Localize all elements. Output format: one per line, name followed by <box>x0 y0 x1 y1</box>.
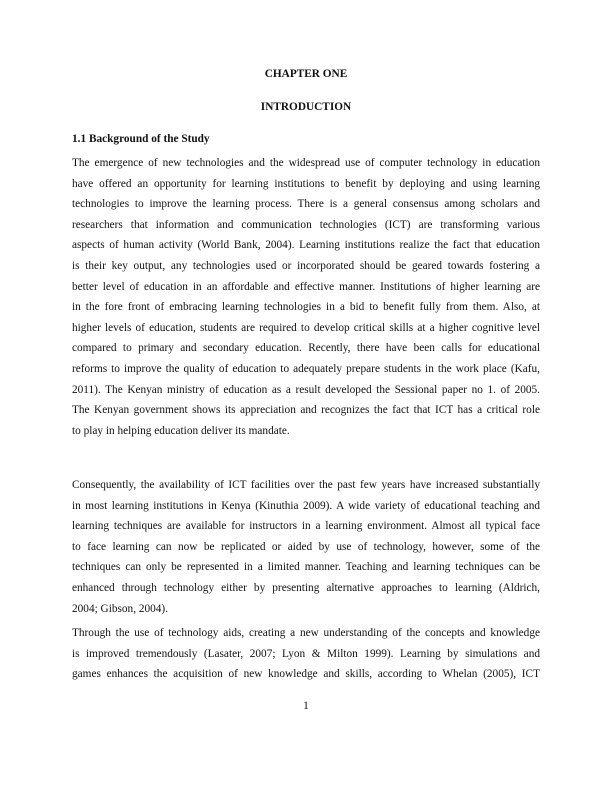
text-line: in most learning institutions in Kenya (Kinuthia 2009). A wide variety of educational teaching and <box>72 499 540 512</box>
text-line: reforms to improve the quality of education to adequately prepare students in the work place (Kafu, <box>72 362 540 375</box>
text-line: 2011). The Kenyan ministry of education as a result developed the Sessional paper no 1. of 2005. <box>72 383 540 396</box>
text-line: higher levels of education, students are required to develop critical skills at a higher cognitive level <box>72 321 540 334</box>
text-line: The Kenyan government shows its appreciation and recognizes the fact that ICT has a critical role <box>72 404 540 417</box>
text-line: The emergence of new technologies and the widespread use of computer technology in education <box>72 157 540 169</box>
text-line: techniques can only be represented in a limited manner. Teaching and learning techniques can be <box>72 561 540 574</box>
text-line: is their key output, any technologies used or incorporated should be geared towards fostering a <box>72 259 540 272</box>
paragraph-1 <box>72 153 540 441</box>
text-line: is improved tremendously (Lasater, 2007; Lyon & Milton 1999). Learning by simulations and <box>72 647 540 660</box>
chapter-label: CHAPTER ONE <box>264 68 348 80</box>
section-heading: 1.1 Background of the Study <box>72 133 210 145</box>
text-line: to play in helping education deliver its mandate. <box>72 424 290 437</box>
text-line: Consequently, the availability of ICT facilities over the past few years have increased substantially <box>72 479 540 491</box>
page-number: 1 <box>303 700 309 712</box>
text-line: researchers that information and communication technologies (ICT) are transforming various <box>72 218 540 231</box>
text-line: enhanced through technology either by presenting alternative approaches to learning (Aldrich, <box>72 581 540 594</box>
text-line: have offered an opportunity for learning institutions to benefit by deploying and using learning <box>72 177 540 190</box>
text-line: games enhances the acquisition of new knowledge and skills, according to Whelan (2005), ICT <box>72 668 540 681</box>
text-line: technologies to improve the learning process. There is a general consensus among scholars and <box>72 198 540 211</box>
text-line: better level of education in an affordable and effective manner. Institutions of higher learning are <box>72 280 540 293</box>
text-line: in the fore front of embracing learning technologies in a bid to benefit fully from them. Also, at <box>72 301 540 314</box>
text-line: 2004; Gibson, 2004). <box>72 602 169 615</box>
text-line: Through the use of technology aids, creating a new understanding of the concepts and knowledge <box>72 627 540 639</box>
paragraph-2 <box>72 475 540 619</box>
text-line: compared to primary and secondary education. Recently, there have been calls for educational <box>72 342 540 355</box>
text-line: learning techniques are available for instructors in a learning environment. Almost all typical face <box>72 520 540 533</box>
text-line: to face learning can now be replicated or aided by use of technology, however, some of the <box>72 540 540 553</box>
chapter-title: INTRODUCTION <box>260 101 352 113</box>
text-line: aspects of human activity (World Bank, 2004). Learning institutions realize the fact that education <box>72 239 540 252</box>
paragraph-3 <box>72 623 540 685</box>
